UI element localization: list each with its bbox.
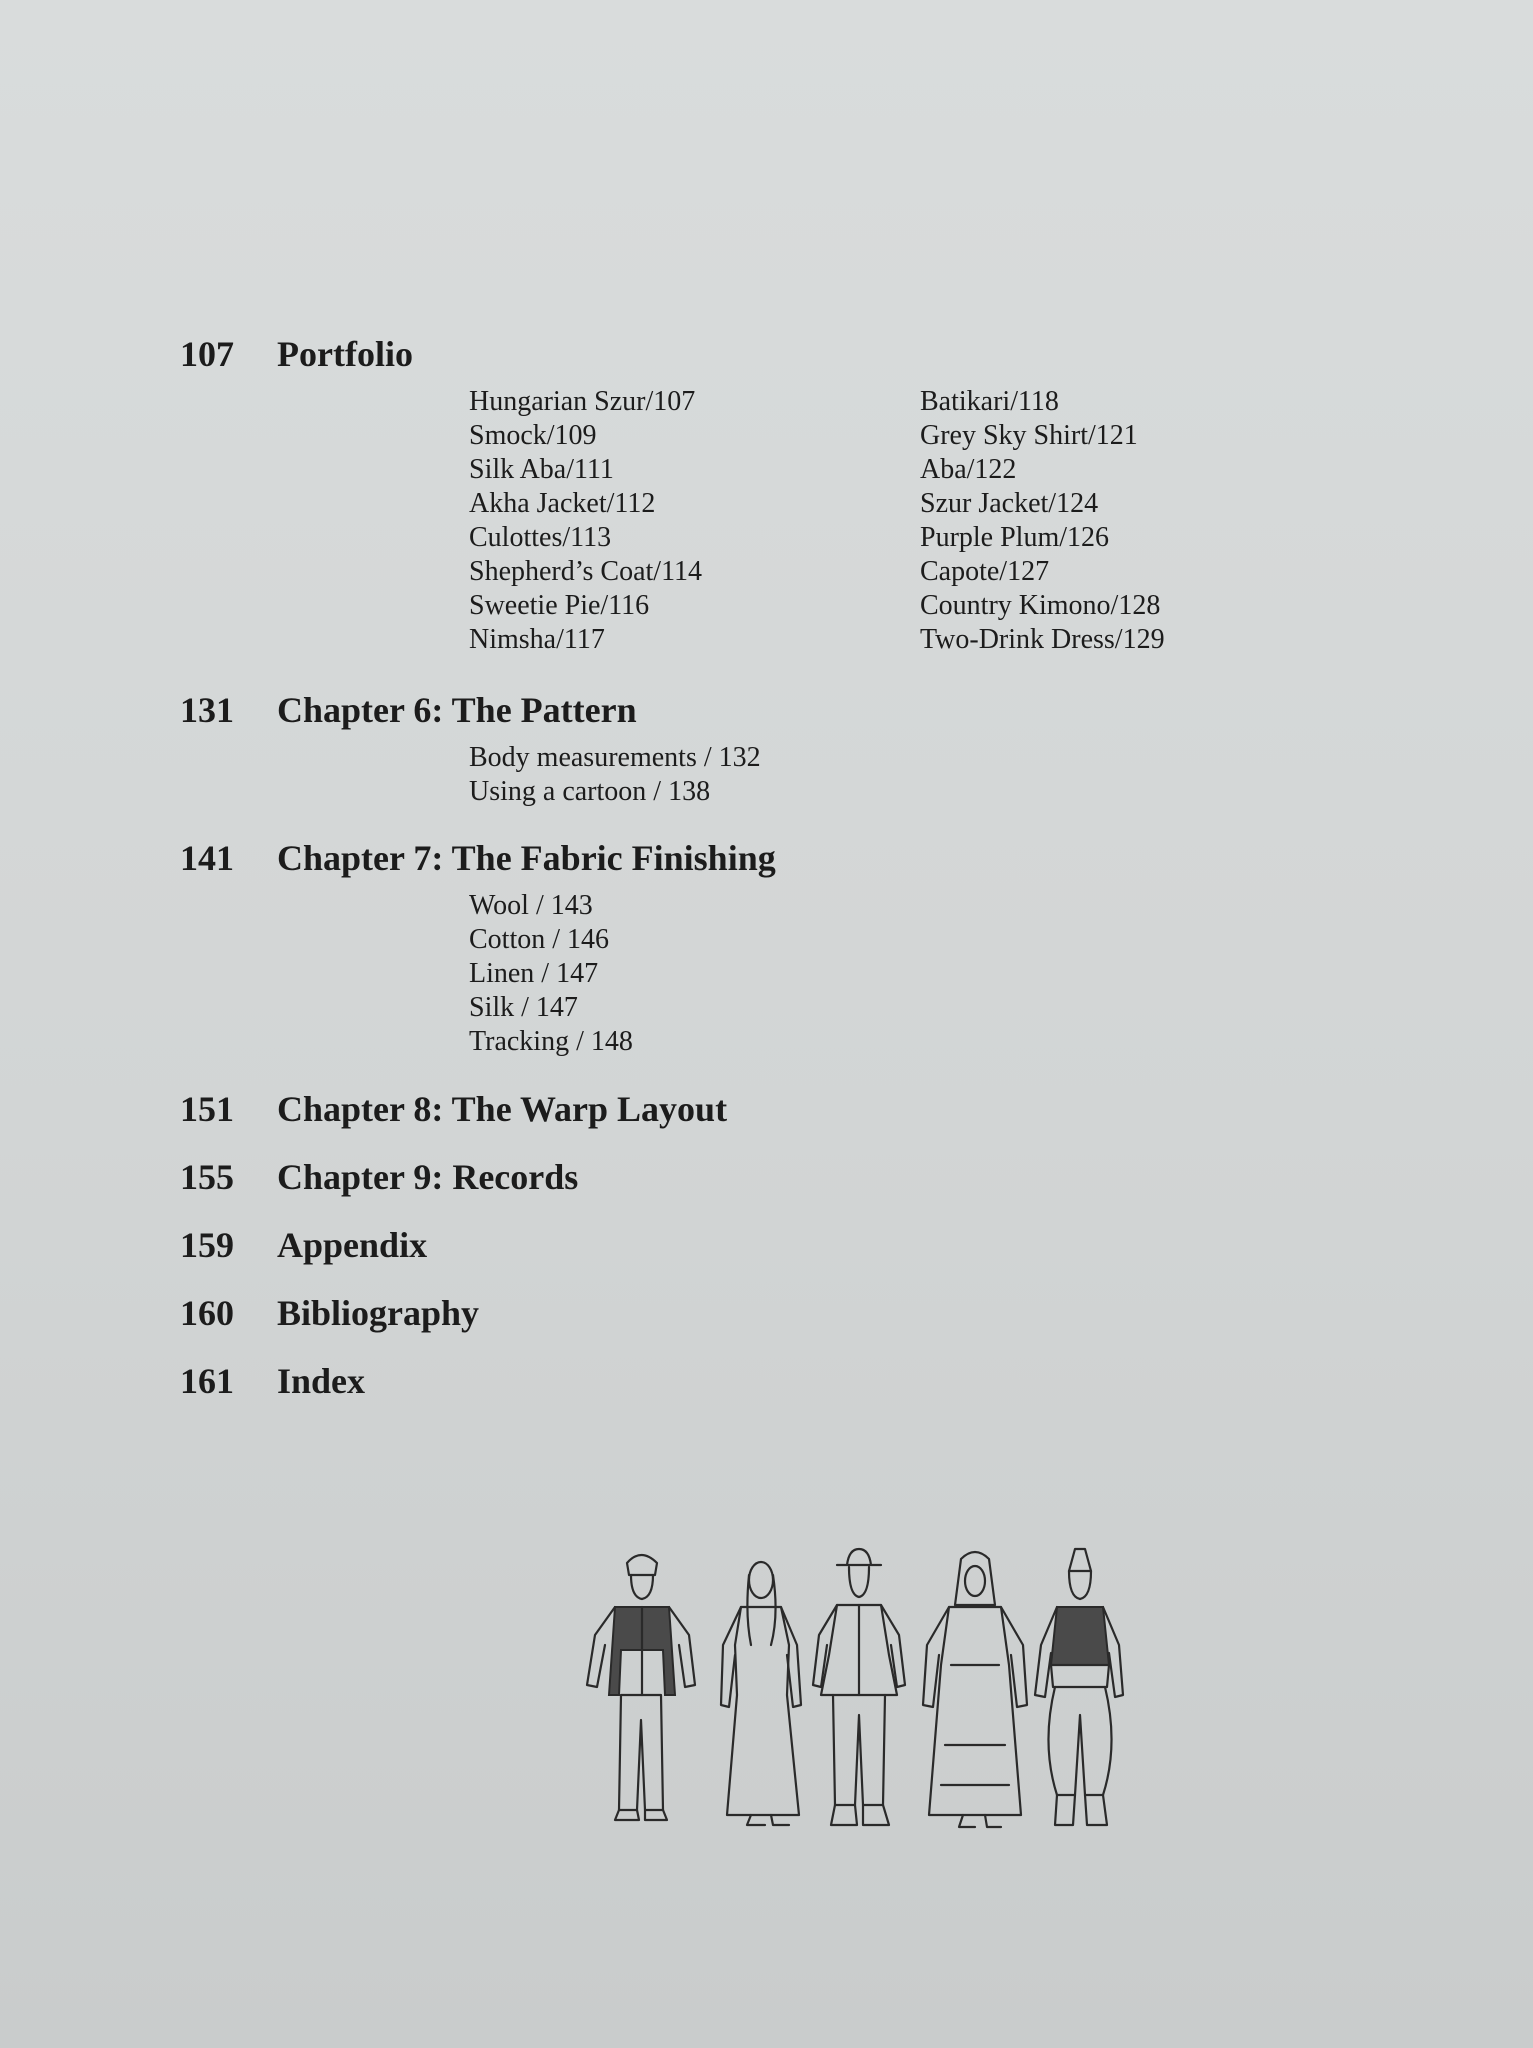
toc-subentry[interactable]: Smock/109 bbox=[469, 420, 597, 451]
toc-entry-title: Chapter 8: The Warp Layout bbox=[277, 1089, 728, 1129]
toc-subentry[interactable]: Purple Plum/126 bbox=[920, 522, 1110, 553]
toc-subentry[interactable]: Hungarian Szur/107 bbox=[469, 386, 696, 417]
toc-subentry[interactable]: Grey Sky Shirt/121 bbox=[920, 420, 1138, 451]
figure-long-dress-woman bbox=[721, 1562, 801, 1825]
toc-subentry[interactable]: Linen / 147 bbox=[469, 958, 599, 989]
toc-subentry[interactable]: Aba/122 bbox=[920, 454, 1017, 485]
toc-subentry[interactable]: Szur Jacket/124 bbox=[920, 488, 1099, 519]
toc-page-number: 151 bbox=[180, 1089, 234, 1129]
toc-subentry[interactable]: Nimsha/117 bbox=[469, 624, 605, 655]
toc-subentry[interactable]: Tracking / 148 bbox=[469, 1026, 633, 1057]
portfolio-list-left bbox=[469, 385, 702, 657]
chapter-6-sublist bbox=[469, 741, 761, 809]
toc-page-number: 141 bbox=[180, 838, 234, 878]
toc-subentry[interactable]: Culottes/113 bbox=[469, 522, 612, 553]
toc-entry-title: Index bbox=[277, 1361, 366, 1401]
toc-subentry[interactable]: Using a cartoon / 138 bbox=[469, 776, 711, 807]
toc-entry-title: Portfolio bbox=[277, 334, 413, 374]
toc-entry-title: Chapter 9: Records bbox=[277, 1157, 579, 1197]
figure-brimmed-hat-man bbox=[813, 1549, 905, 1825]
toc-subentry[interactable]: Silk Aba/111 bbox=[469, 454, 614, 485]
toc-page-number: 131 bbox=[180, 690, 234, 730]
toc-subentry[interactable]: Batikari/118 bbox=[920, 386, 1059, 417]
toc-page-number: 160 bbox=[180, 1293, 234, 1333]
toc-page-number: 107 bbox=[180, 334, 234, 374]
toc-entry-title: Chapter 6: The Pattern bbox=[277, 690, 637, 730]
chapter-7-sublist bbox=[469, 889, 633, 1059]
toc-entry-title: Bibliography bbox=[277, 1293, 480, 1333]
figure-coat-man bbox=[587, 1555, 695, 1820]
figure-headscarf-woman bbox=[923, 1552, 1027, 1827]
toc-subentry[interactable]: Shepherd’s Coat/114 bbox=[469, 556, 703, 587]
toc-entry-title: Appendix bbox=[277, 1225, 428, 1265]
toc-subentry[interactable]: Body measurements / 132 bbox=[469, 742, 761, 773]
toc-page-number: 161 bbox=[180, 1361, 234, 1401]
toc-page-number: 155 bbox=[180, 1157, 234, 1197]
toc-subentry[interactable]: Two-Drink Dress/129 bbox=[920, 624, 1165, 655]
toc-subentry[interactable]: Country Kimono/128 bbox=[920, 590, 1161, 621]
toc-page-number: 159 bbox=[180, 1225, 234, 1265]
toc-subentry[interactable]: Silk / 147 bbox=[469, 992, 578, 1023]
toc-subentry[interactable]: Capote/127 bbox=[920, 556, 1050, 587]
toc-subentry[interactable]: Akha Jacket/112 bbox=[469, 488, 656, 519]
toc-subentry[interactable]: Cotton / 146 bbox=[469, 924, 610, 955]
portfolio-list-right bbox=[920, 385, 1165, 657]
toc-subentry[interactable]: Wool / 143 bbox=[469, 890, 593, 921]
folk-costume-figures-illustration bbox=[575, 1545, 1215, 1855]
toc-entry-title: Chapter 7: The Fabric Finishing bbox=[277, 838, 776, 878]
figure-fez-man bbox=[1035, 1549, 1123, 1825]
toc-subentry[interactable]: Sweetie Pie/116 bbox=[469, 590, 650, 621]
